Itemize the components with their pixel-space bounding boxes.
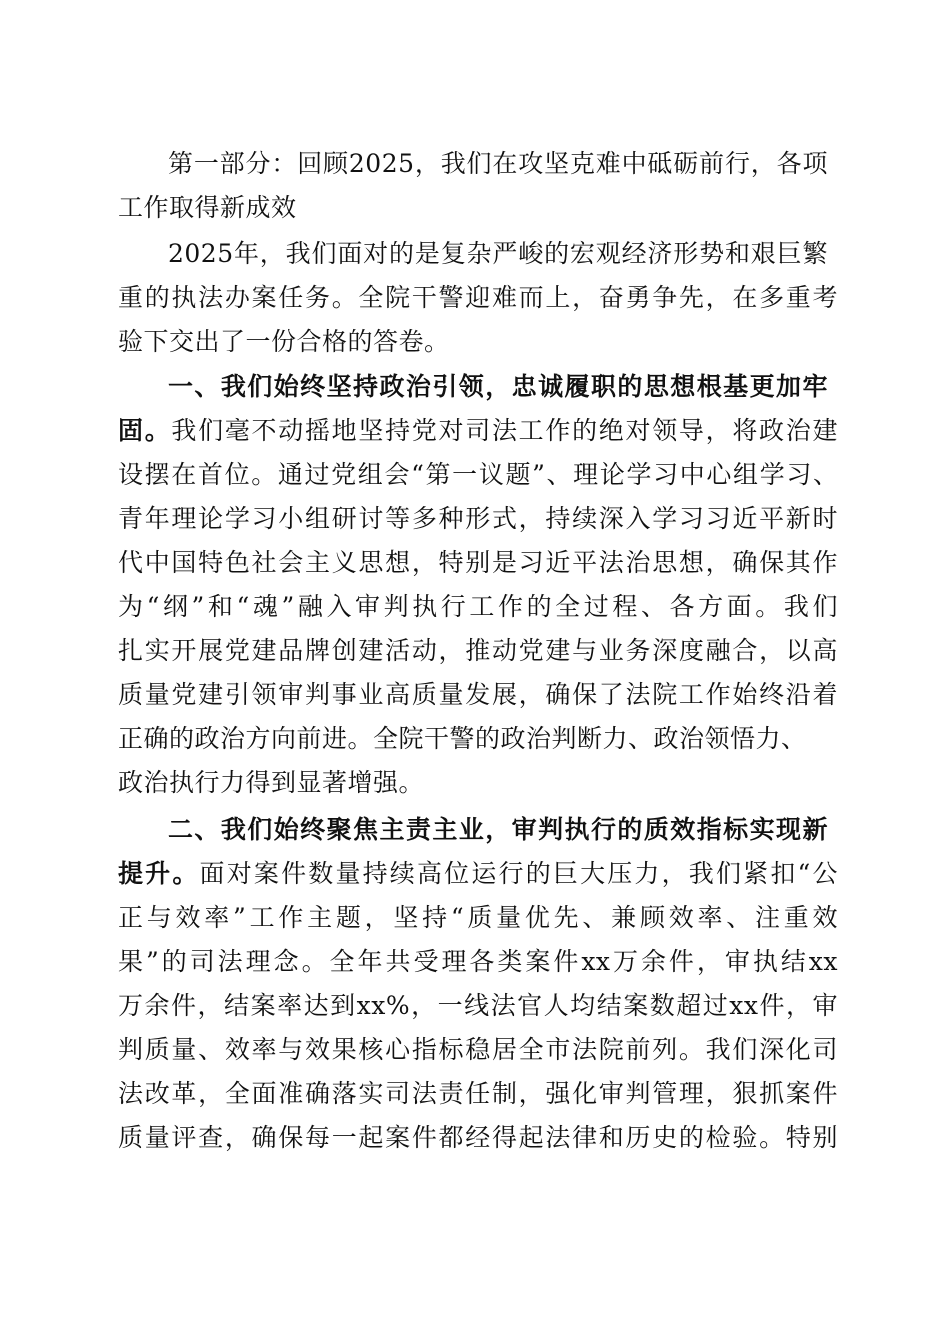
intro-line-2: 重的执法办案任务。全院干警迎难而上，奋勇争先，在多重考 bbox=[118, 283, 838, 312]
heading-line-1: 第一部分：回顾2025，我们在攻坚克难中砥砺前行，各项 bbox=[168, 149, 828, 178]
section1-line-3: 设摆在首位。通过党组会“第一议题”、理论学习中心组学习、 bbox=[118, 460, 838, 489]
section2-line-2 bbox=[118, 852, 838, 896]
section1-title-end: 固。 bbox=[118, 416, 172, 445]
heading-line-2: 工作取得新成效 bbox=[118, 193, 297, 222]
section1-line-8: 质量党建引领审判事业高质量发展，确保了法院工作始终沿着 bbox=[118, 680, 838, 709]
section1-line-6: 为“纲”和“魂”融入审判执行工作的全过程、各方面。我们 bbox=[118, 592, 838, 621]
section2-line-3: 正与效率”工作主题，坚持“质量优先、兼顾效率、注重效 bbox=[118, 903, 838, 932]
section2-title-end: 提升。 bbox=[118, 859, 200, 888]
section2-title-line-1: 二、我们始终聚焦主责主业，审判执行的质效指标实现新 bbox=[168, 815, 828, 844]
section2-line-4: 果”的司法理念。全年共受理各类案件xx万余件，审执结xx bbox=[118, 947, 838, 976]
intro-line-1: 2025年，我们面对的是复杂严峻的宏观经济形势和艰巨繁 bbox=[168, 239, 828, 268]
section1-line-4: 青年理论学习小组研讨等多种形式，持续深入学习习近平新时 bbox=[118, 504, 838, 533]
section1-title-line-1: 一、我们始终坚持政治引领，忠诚履职的思想根基更加牢 bbox=[168, 372, 828, 401]
intro-line-3: 验下交出了一份合格的答卷。 bbox=[118, 327, 450, 356]
section1-line-5: 代中国特色社会主义思想，特别是习近平法治思想，确保其作 bbox=[118, 548, 838, 577]
section1-line-9: 正确的政治方向前进。全院干警的政治判断力、政治领悟力、 bbox=[118, 724, 807, 753]
section1-line-7: 扎实开展党建品牌创建活动，推动党建与业务深度融合，以高 bbox=[118, 636, 838, 665]
section1-line-10: 政治执行力得到显著增强。 bbox=[118, 768, 425, 797]
section2-line-2-rest: 面对案件数量持续高位运行的巨大压力，我们紧扣“公 bbox=[199, 859, 838, 888]
section2-line-6: 判质量、效率与效果核心指标稳居全市法院前列。我们深化司 bbox=[118, 1035, 838, 1064]
section1-line-2-rest: 我们毫不动摇地坚持党对司法工作的绝对领导，将政治建 bbox=[171, 416, 838, 445]
section2-line-5: 万余件，结案率达到xx%，一线法官人均结案数超过xx件，审 bbox=[118, 991, 838, 1020]
section1-line-2 bbox=[118, 409, 838, 453]
section2-line-8: 质量评查，确保每一起案件都经得起法律和历史的检验。特别 bbox=[118, 1123, 838, 1152]
section2-line-7: 法改革，全面准确落实司法责任制，强化审判管理，狠抓案件 bbox=[118, 1079, 838, 1108]
